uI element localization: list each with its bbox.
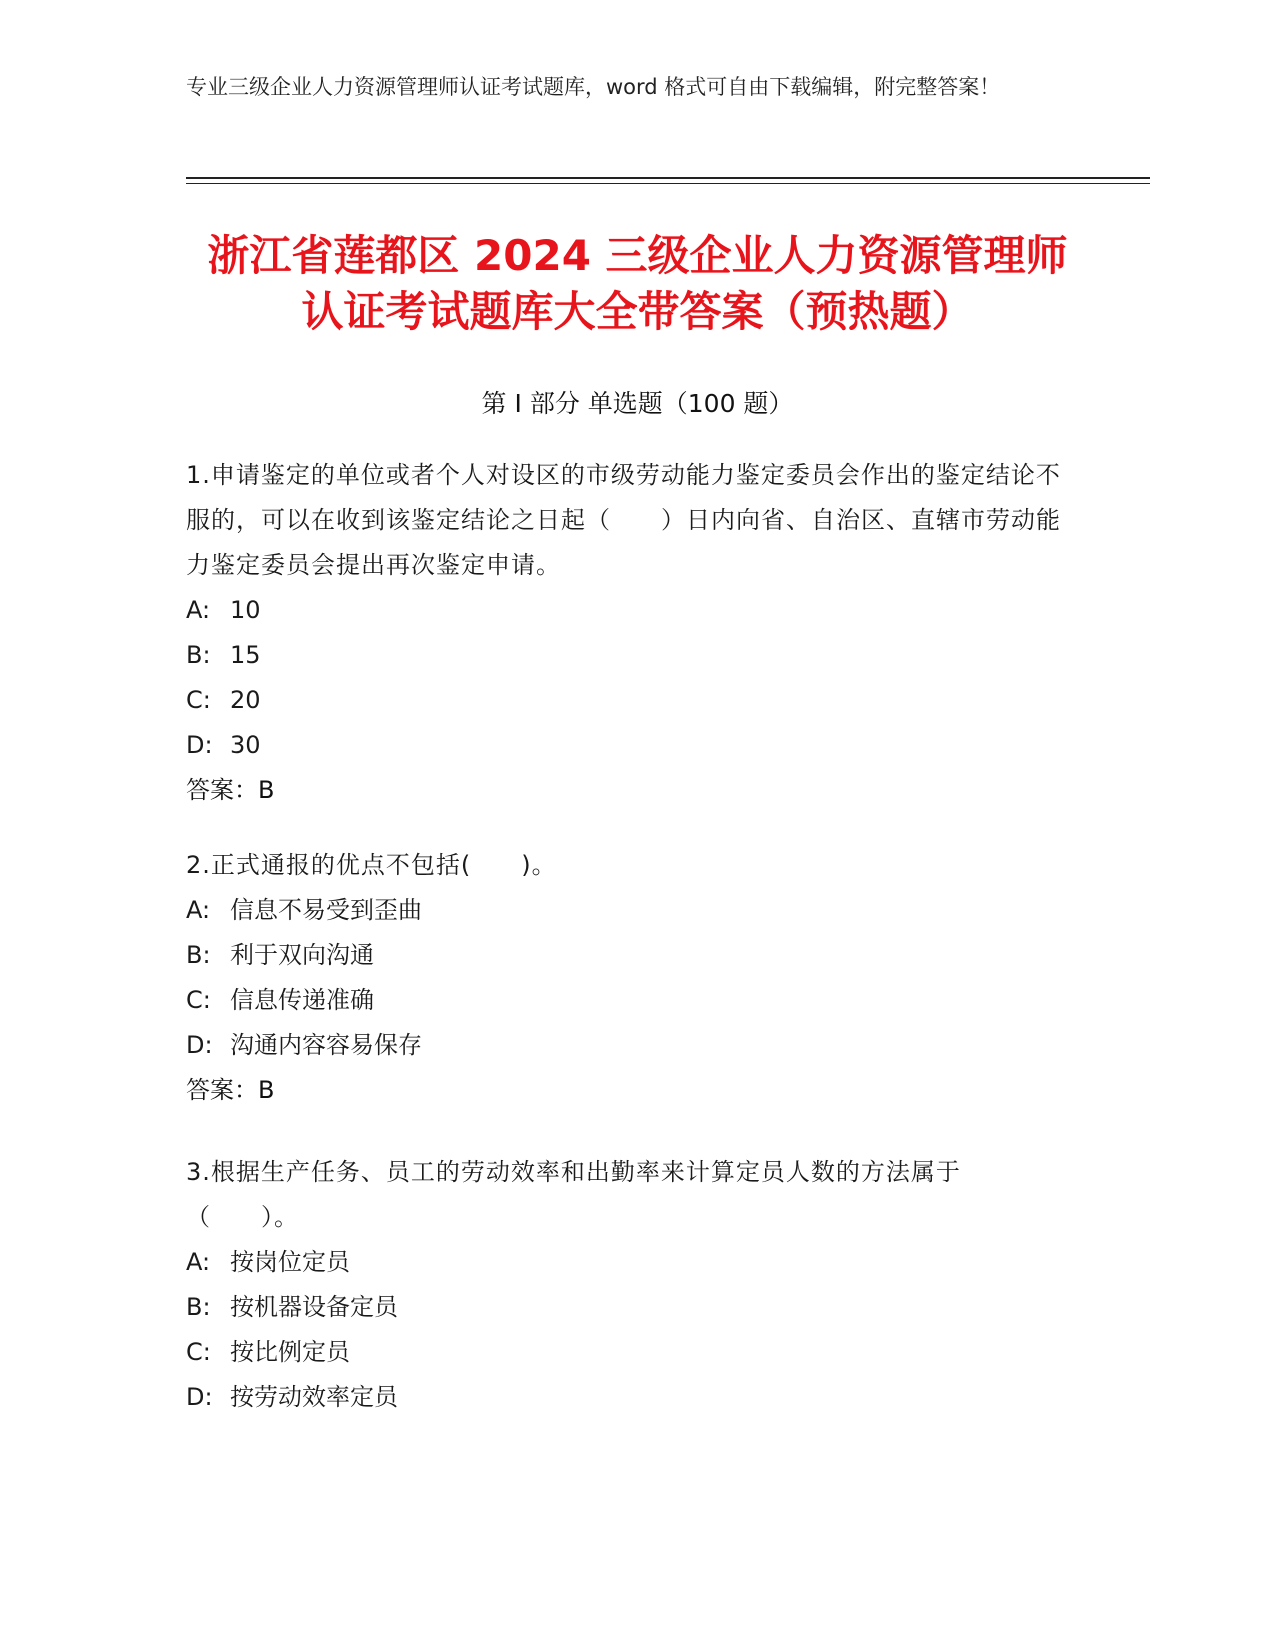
option-b [186,633,1066,678]
option-letter: B: [186,641,211,669]
option-text: 按比例定员 [230,1338,350,1366]
option-text: 按劳动效率定员 [230,1383,398,1411]
option-text: 30 [230,731,261,759]
option-text: 沟通内容容易保存 [230,1031,422,1059]
option-text: 信息传递准确 [230,986,374,1014]
option-letter: D: [186,731,213,759]
option-text: 按岗位定员 [230,1248,350,1276]
option-a [186,888,1066,933]
option-text: 利于双向沟通 [230,941,374,969]
option-c [186,978,1066,1023]
option-letter: B: [186,1293,211,1321]
option-a [186,588,1066,633]
option-text: 10 [230,596,261,624]
option-letter: B: [186,941,211,969]
option-b [186,1285,1066,1330]
option-letter: A: [186,1248,211,1276]
section-heading: 第 I 部分 单选题（100 题） [481,389,794,418]
option-text: 信息不易受到歪曲 [230,896,422,924]
document-title-line-2: 认证考试题库大全带答案（预热题） [301,287,974,336]
option-d [186,723,1066,768]
answer-line: 答案：B [186,776,275,804]
option-d [186,1023,1066,1068]
option-b [186,933,1066,978]
option-letter: D: [186,1383,213,1411]
option-c [186,678,1066,723]
option-letter: A: [186,896,211,924]
question-stem: 1.申请鉴定的单位或者个人对设区的市级劳动能力鉴定委员会作出的鉴定结论不服的，可以在收到该鉴定结论之日起（ ）日内向省、自治区、直辖市劳动能力鉴定委员会提出再次鉴定申请。 [186,461,1061,579]
option-letter: C: [186,686,211,714]
question-2 [186,843,1066,1113]
option-letter: D: [186,1031,213,1059]
document-title [150,228,1125,340]
option-text: 按机器设备定员 [230,1293,398,1321]
question-stem: 2.正式通报的优点不包括( )。 [186,851,557,879]
question-3 [186,1150,1066,1420]
header-divider-thin [186,183,1150,184]
option-text: 15 [230,641,261,669]
answer-line: 答案：B [186,1076,275,1104]
option-letter: C: [186,1338,211,1366]
question-1 [186,453,1066,813]
document-title-line-1: 浙江省莲都区 2024 三级企业人力资源管理师 [207,231,1068,280]
header-divider-thick [186,177,1150,179]
option-letter: C: [186,986,211,1014]
option-d [186,1375,1066,1420]
option-text: 20 [230,686,261,714]
header-note: 专业三级企业人力资源管理师认证考试题库，word 格式可自由下载编辑，附完整答案！ [186,75,1001,99]
option-c [186,1330,1066,1375]
option-letter: A: [186,596,211,624]
option-a [186,1240,1066,1285]
question-stem: 3.根据生产任务、员工的劳动效率和出勤率来计算定员人数的方法属于（ ）。 [186,1158,961,1231]
